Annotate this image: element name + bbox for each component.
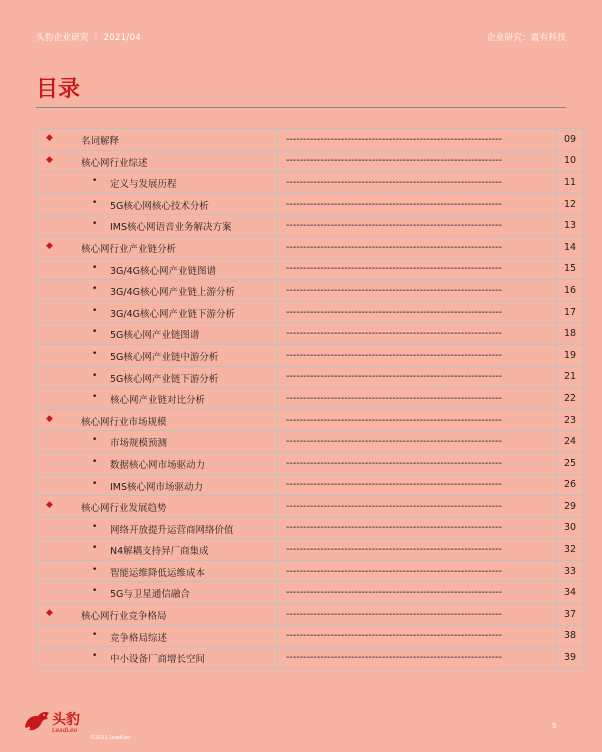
toc-leader-dots: ---------------------------------------------------------------	[278, 236, 557, 258]
toc-title-cell	[37, 560, 278, 582]
toc-entry-label: IMS核心网市场驱动力	[110, 481, 204, 493]
toc-row[interactable]	[37, 172, 584, 194]
toc-title-cell	[37, 323, 278, 345]
dot-bullet-icon: •	[92, 219, 98, 230]
toc-row[interactable]	[37, 560, 584, 582]
toc-title-cell	[37, 366, 278, 388]
toc-title-cell	[37, 172, 278, 194]
toc-leader-dots: ---------------------------------------------------------------	[278, 129, 557, 151]
diamond-bullet-icon: ◆	[46, 608, 53, 619]
toc-row[interactable]	[37, 409, 584, 431]
toc-page-number: 12	[557, 193, 584, 215]
toc-leader-dots: ---------------------------------------------------------------	[278, 366, 557, 388]
toc-title-cell	[37, 647, 278, 669]
toc-row[interactable]	[37, 215, 584, 237]
toc-page-number: 23	[557, 409, 584, 431]
leopard-logo-icon	[22, 707, 52, 737]
toc-title-cell	[37, 344, 278, 366]
dot-bullet-icon: •	[92, 176, 98, 187]
toc-page-number: 39	[557, 647, 584, 669]
toc-row[interactable]	[37, 582, 584, 604]
toc-entry-label: 5G核心网产业链图谱	[110, 330, 200, 342]
toc-title-cell	[37, 409, 278, 431]
toc-entry-label: 3G/4G核心网产业链上游分析	[110, 287, 236, 299]
toc-title-cell	[37, 280, 278, 302]
toc-entry-label: 5G核心网产业链下游分析	[110, 373, 219, 385]
toc-row[interactable]	[37, 301, 584, 323]
toc-entry-label: 核心网行业竞争格局	[81, 611, 167, 623]
dot-bullet-icon: •	[92, 543, 98, 554]
header-right: 企业研究：震有科技	[486, 33, 566, 43]
toc-leader-dots: ---------------------------------------------------------------	[278, 323, 557, 345]
toc-entry-label: 中小设备厂商增长空间	[110, 654, 206, 666]
dot-bullet-icon: •	[92, 284, 98, 295]
toc-entry-label: 核心网行业市场规模	[81, 416, 167, 428]
toc-title-cell	[37, 474, 278, 496]
toc-table	[36, 128, 584, 669]
toc-entry-label: 核心网行业发展趋势	[81, 503, 167, 515]
dot-bullet-icon: •	[92, 521, 98, 532]
toc-page-number: 16	[557, 280, 584, 302]
toc-title-cell	[37, 452, 278, 474]
toc-leader-dots: ---------------------------------------------------------------	[278, 560, 557, 582]
page-title: 目录	[36, 77, 81, 102]
dot-bullet-icon: •	[92, 478, 98, 489]
toc-entry-label: 5G核心网产业链中游分析	[110, 351, 219, 363]
dot-bullet-icon: •	[92, 564, 98, 575]
toc-page-number: 13	[557, 215, 584, 237]
toc-row[interactable]	[37, 625, 584, 647]
toc-title-cell	[37, 431, 278, 453]
toc-title-cell	[37, 604, 278, 626]
toc-leader-dots: ---------------------------------------------------------------	[278, 215, 557, 237]
toc-title-cell	[37, 539, 278, 561]
toc-page-number: 38	[557, 625, 584, 647]
toc-title-cell	[37, 517, 278, 539]
dot-bullet-icon: •	[92, 262, 98, 273]
toc-page-number: 25	[557, 452, 584, 474]
toc-leader-dots: ---------------------------------------------------------------	[278, 604, 557, 626]
toc-title-cell	[37, 496, 278, 518]
dot-bullet-icon: •	[92, 586, 98, 597]
page-number: 5	[552, 722, 557, 730]
toc-leader-dots: ---------------------------------------------------------------	[278, 647, 557, 669]
dot-bullet-icon: •	[92, 456, 98, 467]
toc-title-cell	[37, 193, 278, 215]
toc-entry-label: 核心网产业链对比分析	[110, 395, 206, 407]
dot-bullet-icon: •	[92, 327, 98, 338]
toc-page-number: 14	[557, 236, 584, 258]
toc-leader-dots: ---------------------------------------------------------------	[278, 474, 557, 496]
dot-bullet-icon: •	[92, 651, 98, 662]
toc-leader-dots: ---------------------------------------------------------------	[278, 409, 557, 431]
toc-row[interactable]	[37, 496, 584, 518]
dot-bullet-icon: •	[92, 435, 98, 446]
dot-bullet-icon: •	[92, 392, 98, 403]
dot-bullet-icon: •	[92, 305, 98, 316]
toc-leader-dots: ---------------------------------------------------------------	[278, 258, 557, 280]
logo-subtitle: LeadLeo	[52, 727, 78, 734]
toc-title-cell	[37, 388, 278, 410]
dot-bullet-icon: •	[92, 370, 98, 381]
toc-row[interactable]	[37, 431, 584, 453]
toc-row[interactable]	[37, 388, 584, 410]
toc-page-number: 32	[557, 539, 584, 561]
toc-row[interactable]	[37, 150, 584, 172]
diamond-bullet-icon: ◆	[46, 500, 53, 511]
toc-entry-label: 3G/4G核心网产业链图谱	[110, 265, 217, 277]
dot-bullet-icon: •	[92, 197, 98, 208]
toc-title-cell	[37, 582, 278, 604]
toc-page-number: 09	[557, 129, 584, 151]
toc-leader-dots: ---------------------------------------------------------------	[278, 625, 557, 647]
toc-title-cell	[37, 301, 278, 323]
title-divider	[36, 107, 566, 108]
toc-entry-label: 数据核心网市场驱动力	[110, 459, 206, 471]
toc-leader-dots: ---------------------------------------------------------------	[278, 193, 557, 215]
toc-row[interactable]	[37, 258, 584, 280]
toc-title-cell	[37, 129, 278, 151]
toc-entry-label: 智能运维降低运维成本	[110, 567, 206, 579]
toc-leader-dots: ---------------------------------------------------------------	[278, 582, 557, 604]
toc-row[interactable]	[37, 366, 584, 388]
toc-title-cell	[37, 625, 278, 647]
toc-page-number: 37	[557, 604, 584, 626]
toc-title-cell	[37, 236, 278, 258]
header-left: 头豹企业研究 ｜ 2021/04	[36, 33, 142, 43]
toc-page-number: 24	[557, 431, 584, 453]
toc-page-number: 33	[557, 560, 584, 582]
toc-page-number: 22	[557, 388, 584, 410]
toc-entry-label: 市场规模预测	[110, 438, 168, 450]
diamond-bullet-icon: ◆	[46, 413, 53, 424]
toc-page-number: 11	[557, 172, 584, 194]
toc-leader-dots: ---------------------------------------------------------------	[278, 517, 557, 539]
toc-entry-label: 定义与发展历程	[110, 179, 177, 191]
toc-row[interactable]	[37, 604, 584, 626]
diamond-bullet-icon: ◆	[46, 133, 53, 143]
toc-entry-label: 名词解释	[81, 136, 120, 147]
toc-leader-dots: ---------------------------------------------------------------	[278, 496, 557, 518]
toc-page-number: 17	[557, 301, 584, 323]
toc-entry-label: 5G与卫星通信融合	[110, 589, 190, 601]
toc-page-number: 34	[557, 582, 584, 604]
toc-entry-label: N4解耦支持异厂商集成	[110, 546, 209, 558]
toc-leader-dots: ---------------------------------------------------------------	[278, 172, 557, 194]
toc-page-number: 19	[557, 344, 584, 366]
toc-row[interactable]	[37, 647, 584, 669]
logo-text: 头豹	[52, 712, 80, 728]
dot-bullet-icon: •	[92, 348, 98, 359]
toc-row[interactable]	[37, 129, 584, 151]
toc-leader-dots: ---------------------------------------------------------------	[278, 150, 557, 172]
toc-leader-dots: ---------------------------------------------------------------	[278, 280, 557, 302]
toc-entry-label: 网络开放提升运营商网络价值	[110, 524, 234, 536]
toc-row[interactable]	[37, 193, 584, 215]
toc-leader-dots: ---------------------------------------------------------------	[278, 388, 557, 410]
toc-title-cell	[37, 215, 278, 237]
toc-entry-label: 核心网行业产业链分析	[81, 243, 177, 255]
toc-title-cell	[37, 258, 278, 280]
toc-leader-dots: ---------------------------------------------------------------	[278, 431, 557, 453]
toc-page-number: 15	[557, 258, 584, 280]
toc-row[interactable]	[37, 280, 584, 302]
diamond-bullet-icon: ◆	[46, 154, 53, 165]
toc-entry-label: 竞争格局综述	[110, 632, 168, 644]
toc-leader-dots: ---------------------------------------------------------------	[278, 344, 557, 366]
diamond-bullet-icon: ◆	[46, 240, 53, 251]
toc-entry-label: IMS核心网语音业务解决方案	[110, 222, 232, 234]
toc-entry-label: 5G核心网核心技术分析	[110, 200, 209, 212]
toc-leader-dots: ---------------------------------------------------------------	[278, 452, 557, 474]
toc-row[interactable]	[37, 539, 584, 561]
toc-page-number: 29	[557, 496, 584, 518]
toc-page-number: 18	[557, 323, 584, 345]
copyright: ©2021 LeadLeo	[90, 735, 131, 741]
toc-entry-label: 核心网行业综述	[81, 157, 148, 169]
toc-leader-dots: ---------------------------------------------------------------	[278, 301, 557, 323]
toc-row[interactable]	[37, 344, 584, 366]
toc-row[interactable]	[37, 517, 584, 539]
toc-row[interactable]	[37, 452, 584, 474]
toc-entry-label: 3G/4G核心网产业链下游分析	[110, 308, 236, 320]
toc-page-number: 26	[557, 474, 584, 496]
toc-page-number: 10	[557, 150, 584, 172]
toc-page-number: 30	[557, 517, 584, 539]
dot-bullet-icon: •	[92, 629, 98, 640]
toc-row[interactable]	[37, 323, 584, 345]
toc-leader-dots: ---------------------------------------------------------------	[278, 539, 557, 561]
toc-row[interactable]	[37, 474, 584, 496]
toc-page-number: 21	[557, 366, 584, 388]
toc-row[interactable]	[37, 236, 584, 258]
toc-title-cell	[37, 150, 278, 172]
